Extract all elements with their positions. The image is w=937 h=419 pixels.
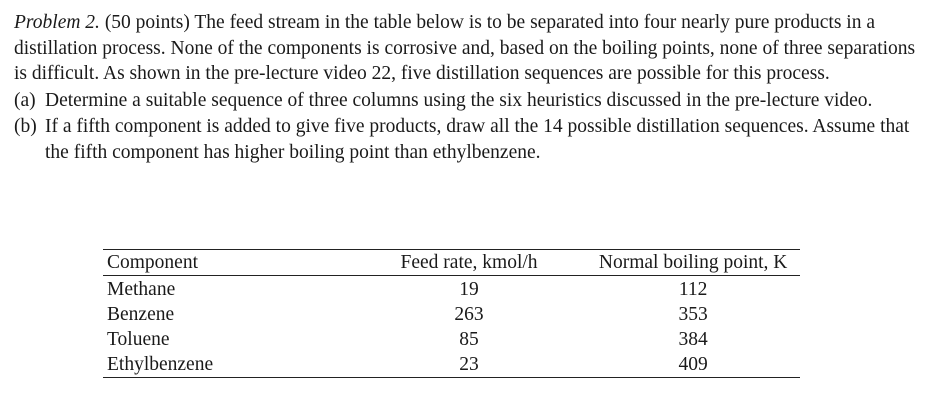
cell-feed-rate: 85 <box>459 329 479 350</box>
cell-boiling-point: 353 <box>678 304 708 325</box>
table-row <box>103 301 800 326</box>
problem-part-a-marker: (a) <box>14 89 36 111</box>
problem-part-b <box>14 114 924 165</box>
column-header-boiling-point: Normal boiling point, K <box>586 250 800 276</box>
feed-stream-table <box>103 249 800 378</box>
problem-part-a-text: Determine a suitable sequence of three columns using the six heuristics discussed in the pre-lecture video. <box>45 89 873 111</box>
cell-boiling-point: 384 <box>678 329 708 350</box>
cell-component: Benzene <box>107 304 175 325</box>
column-header-feed-rate: Feed rate, kmol/h <box>352 250 586 276</box>
cell-component: Toluene <box>107 329 170 350</box>
problem-intro-text: (50 points) The feed stream in the table below is to be separated into four nearly pure products in a distillation process. None of the components is corrosive and, based on the boiling points, none of three separations is difficult. As shown in the pre-lecture video 22, five distillation sequences are possible for this process. <box>14 12 916 84</box>
problem-part-b-text: If a fifth component is added to give five products, draw all the 14 possible distillation sequences. Assume that the fifth component has higher boiling point than ethylbenzene. <box>45 116 910 163</box>
feed-stream-table-container <box>103 249 800 378</box>
column-header-component: Component <box>103 250 352 276</box>
problem-part-b-marker: (b) <box>14 116 37 137</box>
problem-statement <box>14 10 924 165</box>
problem-intro-paragraph <box>14 10 924 87</box>
table-row <box>103 276 800 302</box>
cell-feed-rate: 19 <box>459 279 479 300</box>
cell-component: Ethylbenzene <box>103 351 352 378</box>
cell-feed-rate: 263 <box>454 304 484 325</box>
cell-boiling-point: 112 <box>678 279 708 300</box>
cell-component: Methane <box>107 279 176 300</box>
cell-boiling-point: 409 <box>586 351 800 378</box>
problem-part-a <box>14 88 924 114</box>
table-row <box>103 326 800 351</box>
table-header-row <box>103 250 800 276</box>
problem-label: Problem 2. <box>14 12 100 33</box>
table-row <box>103 351 800 378</box>
table-body <box>103 276 800 378</box>
table-head <box>103 250 800 276</box>
cell-feed-rate: 23 <box>352 351 586 378</box>
